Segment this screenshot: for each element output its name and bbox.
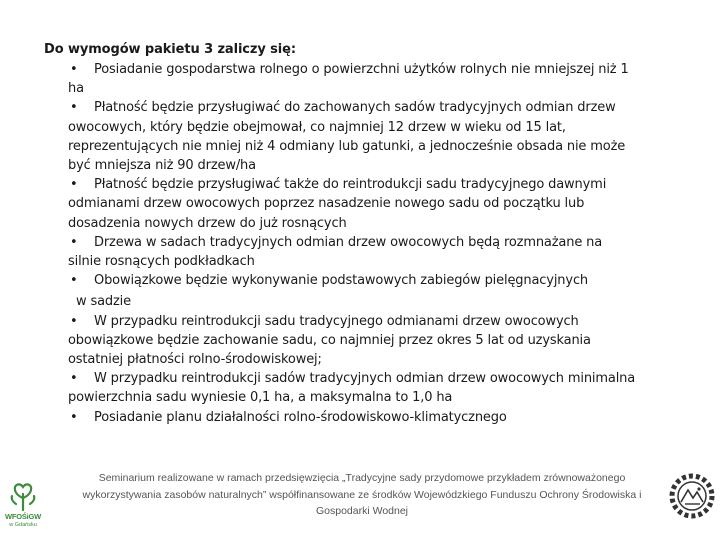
requirements-list: [68, 60, 638, 427]
bullet-icon: •: [70, 273, 78, 289]
list-item-continuation: w sadzie: [76, 294, 131, 310]
footer-note: Seminarium realizowane w ramach przedsięwzięcia „Tradycyjne sady przydomowe przykładem zrównoważonego wykorzystywania zasobów naturalnych” współfinansowane ze środków Wojewódzkiego Funduszu Ochrony Środowiska i Gospodarki Wodnej: [82, 472, 642, 517]
list-item: [68, 408, 638, 427]
slide-heading: Do wymogów pakietu 3 zaliczy się:: [44, 42, 296, 57]
organizer-emblem-icon: [666, 470, 718, 522]
bullet-icon: •: [70, 100, 78, 116]
logo-city: w Gdańsku: [9, 522, 37, 528]
list-item: [68, 175, 638, 233]
list-item: [68, 369, 638, 407]
list-item-text: Obowiązkowe będzie wykonywanie podstawowych zabiegów pielęgnacyjnych: [94, 273, 589, 289]
bullet-icon: •: [70, 409, 78, 425]
list-item-text: Posiadanie gospodarstwa rolnego o powierzchni użytków rolnych nie mniejszej niż 1 ha: [68, 62, 629, 97]
tree-icon: [0, 480, 46, 512]
bullet-icon: •: [70, 234, 78, 250]
list-item-text: Posiadanie planu działalności rolno-środowiskowo-klimatycznego: [94, 409, 507, 425]
list-item: [68, 233, 638, 271]
list-item-text: W przypadku reintrodukcji sadów tradycyjnych odmian drzew owocowych minimalna powierzchnia sadu wyniesie 0,1 ha, a maksymalna to 1,0 ha: [68, 371, 636, 406]
list-item: [68, 271, 638, 311]
list-item: [68, 312, 638, 370]
bullet-icon: •: [70, 177, 78, 193]
bullet-icon: •: [70, 62, 78, 77]
list-item: [68, 60, 638, 98]
bullet-icon: •: [70, 313, 78, 329]
list-item-text: Płatność będzie przysługiwać do zachowanych sadów tradycyjnych odmian drzew owocowych, który będzie obejmował, co najmniej 12 drzew w wieku od 15 lat, reprezentujących nie mniej niż 4 odmiany lub gatunki, a jednocześnie obsada nie może być mniejsza niż 90 drzew/ha: [68, 100, 626, 174]
wfosigw-logo: [0, 480, 46, 530]
list-item: [68, 98, 638, 175]
bullet-icon: •: [70, 371, 78, 387]
organizer-emblem: [666, 470, 718, 522]
list-item-text: W przypadku reintrodukcji sadu tradycyjnego odmianami drzew owocowych obowiązkowe będzie zachowanie sadu, co najmniej przez okres 5 lat od uzyskania ostatniej płatności rolno-środowiskowej;: [68, 313, 591, 368]
list-item-text: Płatność będzie przysługiwać także do reintrodukcji sadu tradycyjnego dawnymi odmianami drzew owocowych poprzez nasadzenie nowego sadu od początku lub dosadzenia nowych drzew do już rosnących: [68, 177, 607, 231]
logo-brand: WFOŚiGW: [4, 512, 42, 521]
list-item-text: Drzewa w sadach tradycyjnych odmian drzew owocowych będą rozmnażane na silnie rosnących podkładkach: [68, 234, 603, 270]
